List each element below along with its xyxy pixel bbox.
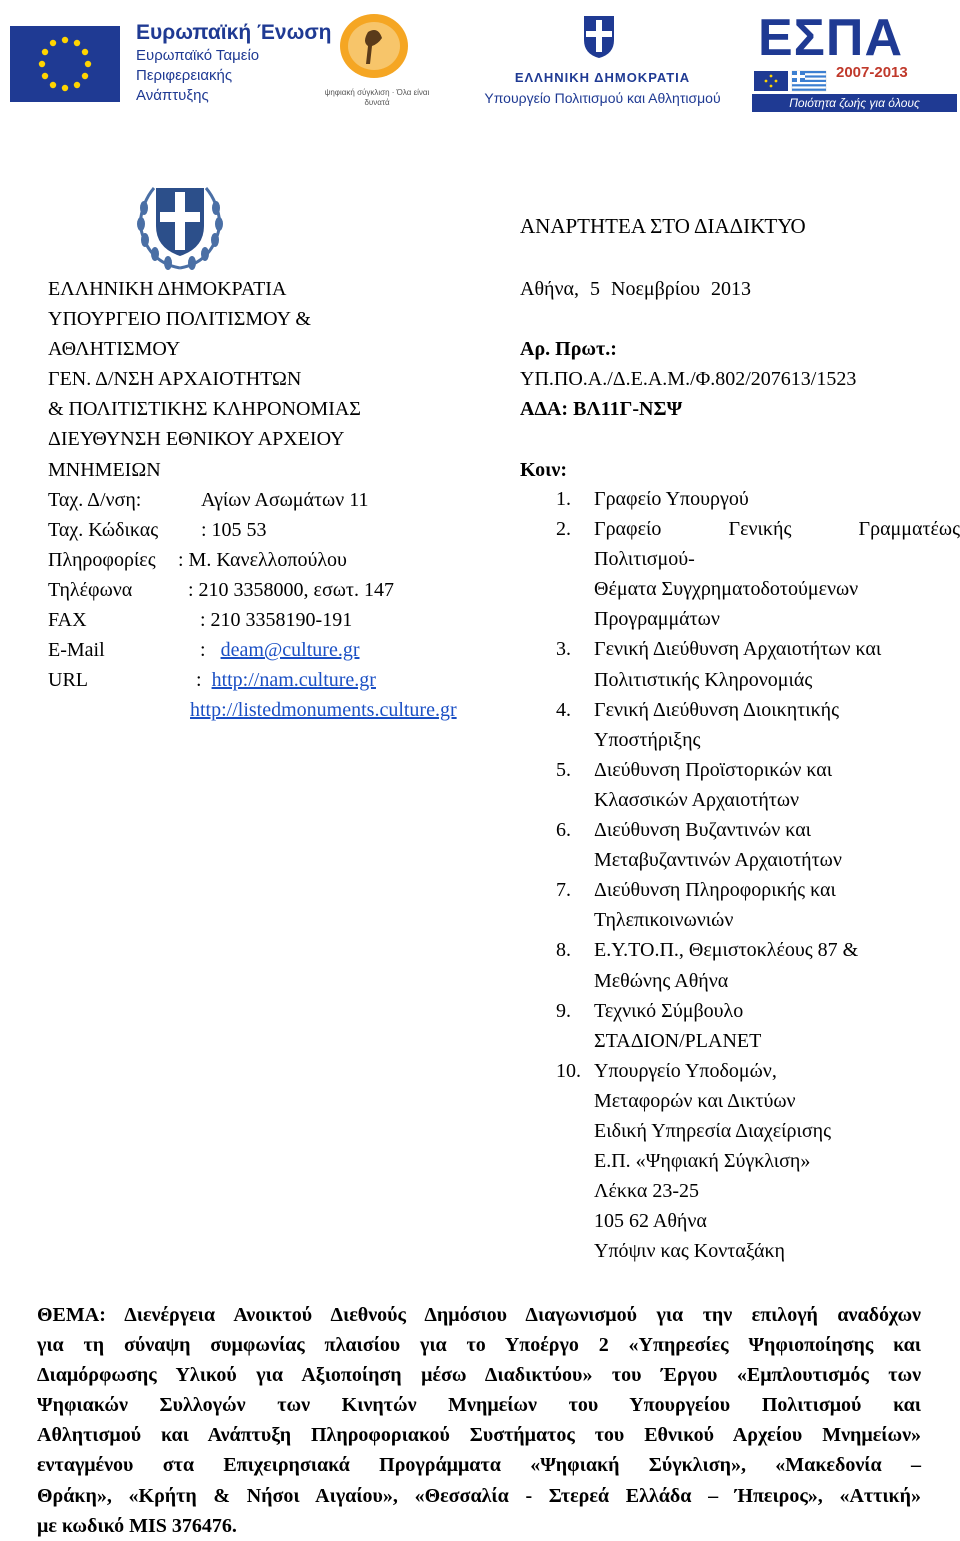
- espa-slogan: Ποιότητα ζωής για όλους: [752, 94, 957, 112]
- list-item-number: 6.: [556, 819, 571, 842]
- list-item-text: Λέκκα 23-25: [594, 1180, 700, 1203]
- sender-line: ΕΛΛΗΝΙΚΗ ΔΗΜΟΚΡΑΤΙΑ: [48, 278, 287, 300]
- phone-label: Τηλέφωνα: [48, 578, 133, 601]
- list-item-number: 9.: [556, 999, 571, 1022]
- list-item-text: Διεύθυνση Πληροφορικής και: [594, 879, 836, 902]
- list-item-text: Ειδική Υπηρεσία Διαχείρισης: [594, 1119, 832, 1142]
- list-item-text: Τηλεπικοινωνιών: [594, 909, 734, 932]
- url-link-listedmonuments[interactable]: http://listedmonuments.culture.gr: [190, 699, 457, 722]
- fax-row: [48, 605, 508, 635]
- list-item-number: 2.: [556, 518, 571, 541]
- sender-line: ΜΝΗΜΕΙΩΝ: [48, 458, 161, 481]
- list-item-text: Πολιτισμού-: [594, 548, 695, 571]
- subject-line: ενταγμένου στα Επιχειρησιακά Προγράμματα «Ψηφιακή Σύγκλιση», «Μακεδονία –: [37, 1454, 921, 1477]
- list-item-word: Γραφείο: [594, 518, 662, 541]
- list-item-text: Υπουργείο Υποδομών,: [594, 1059, 777, 1082]
- list-item-text: Προγραμμάτων: [594, 608, 720, 631]
- greek-ministry-text: [470, 68, 735, 108]
- list-item-number: 8.: [556, 939, 571, 962]
- fax-label: FAX: [48, 609, 87, 632]
- greek-republic-label: ΕΛΛΗΝΙΚΗ ΔΗΜΟΚΡΑΤΙΑ: [514, 70, 691, 85]
- address-row: [48, 485, 508, 515]
- espa-years: 2007-2013: [836, 64, 908, 81]
- subject-line: Θράκη», «Κρήτη & Νήσοι Αιγαίου», «Θεσσαλία - Στερεά Ελλάδα – Ήπειρος», «Αττική»: [37, 1484, 921, 1507]
- subject-line: ΘΕΜΑ: Διενέργεια Ανοικτού Διεθνούς Δημόσιου Διαγωνισμού για την επιλογή αναδόχων: [37, 1304, 921, 1326]
- url-row: [48, 665, 508, 695]
- phone-value: : 210 3358000, εσωτ. 147: [188, 578, 394, 601]
- eu-fund-line2: Περιφερειακής: [136, 67, 233, 84]
- list-item-text: Ε.Π. «Ψηφιακή Σύγκλιση»: [594, 1150, 811, 1173]
- address-label: Ταχ. Δ/νση:: [48, 488, 142, 511]
- fax-value: : 210 3358190-191: [200, 609, 353, 632]
- list-item-text: Υποστήριξης: [594, 728, 701, 751]
- eu-fund-line3: Ανάπτυξης: [136, 87, 209, 104]
- digital-convergence-fineprint: ψηφιακή σύγκλιση · Όλα είναι δυνατά: [324, 88, 430, 107]
- espa-logo-title: ΕΣΠΑ: [758, 9, 903, 67]
- list-item: [556, 875, 960, 935]
- list-item-text: [594, 514, 960, 544]
- list-item: [556, 514, 960, 634]
- email-link[interactable]: deam@culture.gr: [220, 639, 360, 662]
- list-item-number: 4.: [556, 698, 571, 721]
- list-item-text: Θέματα Συγχρηματοδοτούμενων: [594, 578, 859, 601]
- list-item-text: Διεύθυνση Βυζαντινών και: [594, 819, 812, 842]
- sender-line: & ΠΟΛΙΤΙΣΤΙΚΗΣ ΚΛΗΡΟΝΟΜΙΑΣ: [48, 398, 361, 421]
- list-item-text: Γενική Διεύθυνση Αρχαιοτήτων και: [594, 638, 882, 661]
- greek-coat-of-arms-icon: [130, 174, 230, 274]
- ministry-label: Υπουργείο Πολιτισμού και Αθλητισμού: [484, 90, 721, 106]
- list-item: [556, 634, 960, 694]
- eu-union-label: Ευρωπαϊκή Ένωση: [136, 21, 332, 44]
- phone-row: [48, 575, 508, 605]
- url-colon: :: [196, 669, 202, 692]
- list-item-text: Τεχνικό Σύμβουλο: [594, 999, 744, 1022]
- subject-line: Διαμόρφωσης Υλικού για Αξιοποίηση μέσω Διαδικτύου» του Έργου «Εμπλουτισμός των: [37, 1364, 921, 1387]
- post-online-notice: ΑΝΑΡΤΗΤΕΑ ΣΤΟ ΔΙΑΔΙΚΤΥΟ: [520, 214, 806, 238]
- list-item-text: Γραφείο Υπουργού: [594, 488, 749, 510]
- subject-line: με κωδικό MIS 376476.: [37, 1514, 237, 1537]
- url-link-nam[interactable]: http://nam.culture.gr: [211, 669, 376, 692]
- list-item-text: Μεθώνης Αθήνα: [594, 969, 729, 992]
- list-item-text: ΣΤΑΔΙΟΝ/PLANET: [594, 1029, 762, 1052]
- email-label: E-Mail: [48, 639, 105, 662]
- list-item-text: Κλασσικών Αρχαιοτήτων: [594, 788, 800, 811]
- document-date: Αθήνα, 5 Νοεμβρίου 2013: [520, 278, 752, 300]
- list-item-number: 10.: [556, 1059, 581, 1082]
- list-item-word: Γενικής: [728, 518, 792, 541]
- info-row: [48, 545, 508, 575]
- logo-banner: [0, 0, 960, 130]
- address-value: Αγίων Ασωμάτων 11: [201, 488, 369, 511]
- sender-line: ΥΠΟΥΡΓΕΙΟ ΠΟΛΙΤΙΣΜΟΥ &: [48, 308, 311, 331]
- recipients-list: [556, 484, 960, 1266]
- subject-line: Ψηφιακών Συλλογών των Κινητών Μνημείων του Υπουργείου Πολιτισμού και: [37, 1394, 921, 1417]
- sender-block: [48, 274, 508, 725]
- list-item: [556, 755, 960, 815]
- protocol-number: ΥΠ.ΠΟ.Α./Δ.Ε.Α.Μ./Φ.802/207613/1523: [520, 368, 857, 391]
- list-item-text: Μεταφορών και Δικτύων: [594, 1089, 796, 1112]
- espa-flags-icon: [752, 68, 830, 92]
- list-item-word: Γραμματέως: [858, 518, 960, 541]
- list-item-text: Μεταβυζαντινών Αρχαιοτήτων: [594, 849, 842, 872]
- sender-line: ΑΘΛΗΤΙΣΜΟΥ: [48, 338, 181, 361]
- eu-text: [136, 20, 332, 106]
- list-item-number: 3.: [556, 638, 571, 661]
- sender-line: ΔΙΕΥΘΥΝΣΗ ΕΘΝΙΚΟΥ ΑΡΧΕΙΟΥ: [48, 428, 345, 451]
- list-item: [556, 1056, 960, 1267]
- greek-emblem-small-icon: [580, 14, 618, 60]
- list-item-text: 105 62 Αθήνα: [594, 1210, 707, 1233]
- list-item: [556, 935, 960, 995]
- list-item: [556, 484, 960, 514]
- list-item-text: Πολιτιστικής Κληρονομιάς: [594, 668, 813, 691]
- subject-line: για τη σύναψη συμφωνίας πλαισίου για το Υποέργο 2 «Υπηρεσίες Ψηφιοποίησης και: [37, 1334, 921, 1357]
- protocol-label: Αρ. Πρωτ.:: [520, 338, 617, 361]
- ada-code: ΑΔΑ: ΒΛ11Γ-ΝΣΨ: [520, 398, 683, 421]
- list-item-text: Υπόψιν κας Κονταξάκη: [594, 1240, 785, 1263]
- postcode-row: [48, 515, 508, 545]
- sender-line: ΓΕΝ. Δ/ΝΣΗ ΑΡΧΑΙΟΤΗΤΩΝ: [48, 368, 302, 391]
- email-colon: :: [200, 639, 206, 662]
- eu-flag-icon: [10, 26, 120, 102]
- meta-block: [520, 274, 960, 485]
- url-row-2: [48, 695, 508, 725]
- list-item-text: Γενική Διεύθυνση Διοικητικής: [594, 698, 840, 721]
- list-item-text: Διεύθυνση Προϊστορικών και: [594, 758, 833, 781]
- url-label: URL: [48, 669, 88, 692]
- subject-paragraph: [37, 1300, 921, 1541]
- list-item-number: 7.: [556, 879, 571, 902]
- info-label: Πληροφορίες: [48, 548, 156, 571]
- list-item: [556, 815, 960, 875]
- list-item-number: 1.: [556, 488, 571, 510]
- koin-label: Κοιν:: [520, 458, 567, 481]
- postcode-value: : 105 53: [201, 518, 267, 541]
- email-row: [48, 635, 508, 665]
- subject-line: Αθλητισμού και Ανάπτυξη Πληροφοριακού Συστήματος του Εθνικού Αρχείου Μνημείων»: [37, 1424, 921, 1447]
- list-item-text: Ε.Υ.ΤΟ.Π., Θεμιστοκλέους 87 &: [594, 939, 859, 962]
- list-item-number: 5.: [556, 758, 571, 781]
- list-item: [556, 695, 960, 755]
- list-item: [556, 996, 960, 1056]
- info-value: : Μ. Κανελλοπούλου: [178, 548, 347, 571]
- postcode-label: Ταχ. Κώδικας: [48, 518, 159, 541]
- eu-fund-line1: Ευρωπαϊκό Ταμείο: [136, 47, 260, 64]
